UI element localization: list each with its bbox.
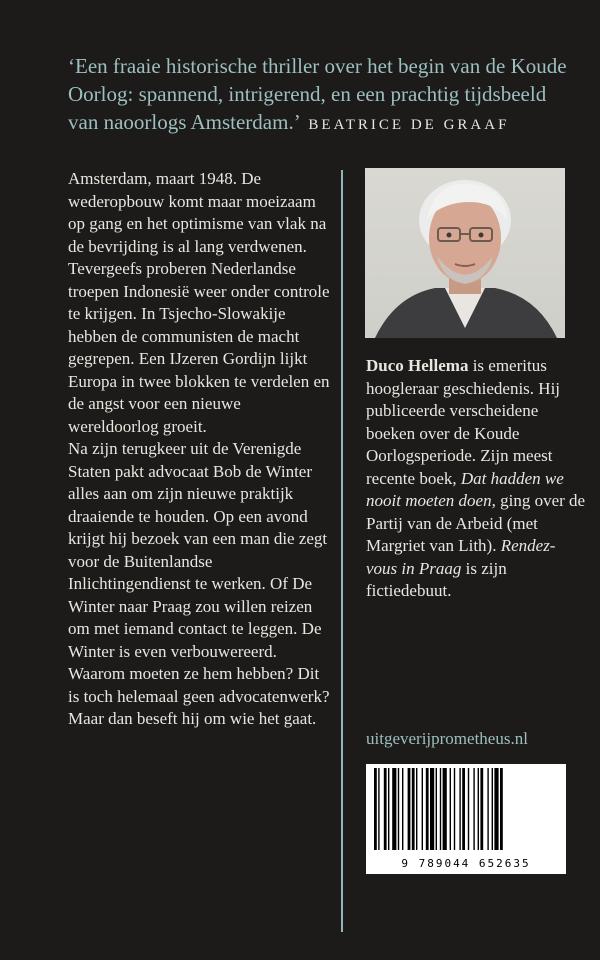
bio-book-title-2: Rendez-vous in Praag xyxy=(366,536,556,578)
barcode-bar xyxy=(412,768,415,850)
quote-author: BEATRICE DE GRAAF xyxy=(308,117,510,133)
barcode-bar xyxy=(416,768,417,850)
barcode-bar xyxy=(494,768,498,850)
isbn-number: 9 789044 652635 xyxy=(401,857,531,870)
barcode-bar xyxy=(487,768,488,850)
barcode-bar xyxy=(473,768,474,850)
barcode-bar xyxy=(384,768,387,850)
author-name: Duco Hellema xyxy=(366,356,469,375)
barcode-bar xyxy=(402,768,403,850)
blurb-paragraph-1: Amsterdam, maart 1948. De wederopbouw komt maar moeizaam op gang en het optimisme van vlak na de bevrijding is al lang verdwenen. Tevergeefs proberen Nederlandse troepen Indonesië weer onder controle te krijgen. In Tsjecho-Slowakije hebben de communisten de macht gegrepen. Een IJzeren Gordijn lijkt Europa in twee blokken te verdelen en de angst voor een nieuwe wereldoorlog groeit. xyxy=(68,169,330,436)
barcode-bar xyxy=(480,768,483,850)
bio-text-3: is zijn fictiedebuut. xyxy=(366,558,507,600)
barcode-bar xyxy=(398,768,399,850)
barcode-bar xyxy=(408,768,411,850)
book-blurb xyxy=(68,168,330,731)
cover-quote xyxy=(68,52,568,139)
barcode-bar xyxy=(392,768,396,850)
barcode-bar xyxy=(422,768,423,850)
barcode-bar xyxy=(426,768,429,850)
publisher-website: uitgeverijprometheus.nl xyxy=(366,729,528,748)
barcode-bar xyxy=(478,768,479,850)
barcode-bar xyxy=(454,768,455,850)
author-bio xyxy=(366,355,586,603)
barcode-bar xyxy=(459,768,460,850)
quote-text: ‘Een fraaie historische thriller over het begin van de Koude Oorlog: spannend, intrigerend, en een prachtig tijdsbeeld van naoorlogs Amsterdam.’ xyxy=(68,54,567,134)
bio-text-1: is emeritus hoogleraar geschiedenis. Hij publiceerde verscheidene boeken over de Koude Oorlogsperiode. Zijn meest recente boek, xyxy=(366,356,561,488)
vertical-divider xyxy=(341,170,343,932)
barcode-bar xyxy=(440,768,441,850)
barcode-bar xyxy=(468,768,469,850)
barcode-bar xyxy=(462,768,465,850)
barcode-bar xyxy=(388,768,389,850)
barcode-bar xyxy=(374,768,377,850)
bio-text-2: , ging over de Partij van de Arbeid (met Margriet van Lith). xyxy=(366,491,586,555)
barcode-bar xyxy=(450,768,451,850)
author-portrait-image xyxy=(365,168,565,338)
barcode-bar xyxy=(378,768,379,850)
blurb-paragraph-2: Na zijn terugkeer uit de Verenigde Staten pakt advocaat Bob de Winter alles aan om zijn nieuwe praktijk draaiende te houden. Op een avond krijgt hij bezoek van een man die zegt voor de Buitenlandse Inlichtingendienst te werken. Of De Winter naar Praag zou willen reizen om met iemand contact te leggen. De Winter is even verbouwereerd. Waarom moeten ze hem hebben? Dit is toch helemaal geen advocatenwerk? Maar dan beseft hij om wie het gaat. xyxy=(68,439,330,728)
barcode-bar xyxy=(436,768,437,850)
isbn-barcode xyxy=(366,764,566,874)
barcode-bar xyxy=(430,768,434,850)
bio-book-title-1: Dat hadden we nooit moeten doen xyxy=(366,468,564,510)
author-photo xyxy=(365,168,565,338)
barcode-icon xyxy=(372,768,560,850)
barcode-bar xyxy=(443,768,447,850)
barcode-bar xyxy=(500,768,503,850)
barcode-bar xyxy=(492,768,493,850)
